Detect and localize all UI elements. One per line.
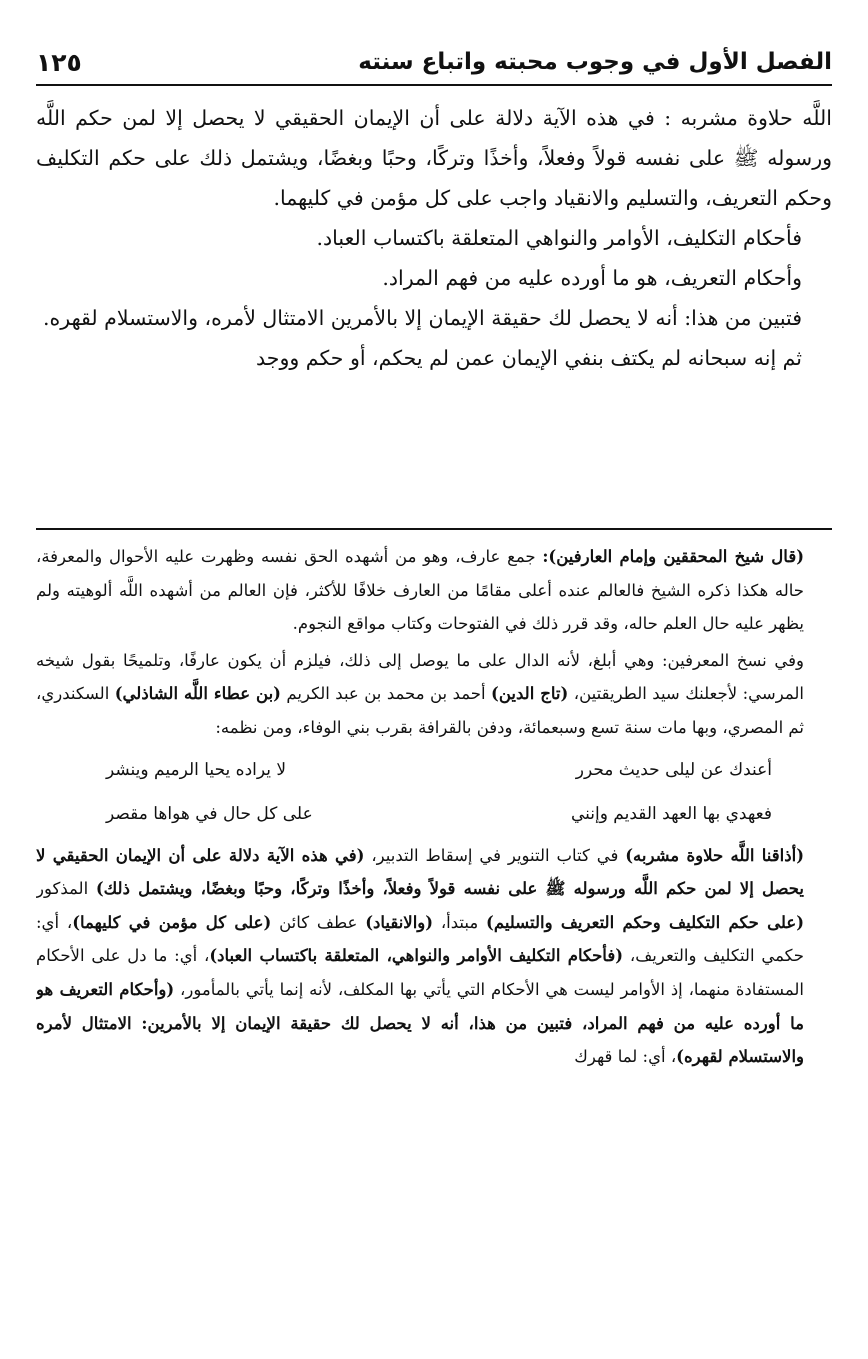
bold-lemma: (بن عطاء اللَّه الشاذلي)	[114, 684, 281, 704]
commentary-paragraph	[36, 839, 832, 1074]
main-paragraph: اللَّه حلاوة مشربه : في هذه الآية دلالة على أن الإيمان الحقيقي لا يحصل إلا لمن حكم اللَّه ورسوله ﷺ على نفسه قولاً وفعلاً، وأخذًا وتركًا، وحبًا وبغضًا، ويشتمل ذلك على حكم التكليف وحكم التعريف، والتسليم والانقياد واجب على كل مؤمن في كليهما.	[36, 106, 832, 210]
verse-hemistich-first: أعندك عن ليلى حديث محرر	[575, 759, 772, 780]
bold-lemma: (وأحكام التعريف هو ما أورده عليه من فهم المراد، فتبين من هذا، أنه لا يحصل لك حقيقة الإيمان إلا بالأمرين: الامتثال لأمره والاستسلام لقهره)	[36, 979, 804, 1067]
main-paragraph: ثم إنه سبحانه لم يكتف بنفي الإيمان عمن لم يحكم، أو حكم ووجد	[256, 346, 802, 370]
page-number: ١٢٥	[36, 47, 82, 77]
commentary-text: ، أي: لما قهرك	[574, 1047, 677, 1067]
main-paragraph: فأحكام التكليف، الأوامر والنواهي المتعلقة باكتساب العباد.	[316, 226, 802, 250]
commentary-text: ، أي: حكمي التكليف والتعريف،	[36, 912, 804, 966]
bold-lemma: (على حكم التكليف وحكم التعريف والتسليم)	[486, 912, 805, 932]
commentary-text: جمع عارف، وهو من أشهده الحق نفسه وظهرت عليه الأحوال والمعرفة، حاله هكذا ذكره الشيخ فالعالم عنده أعلى مقامًا من العارف خلافًا للأكثر، فإن العالم من أشهده اللَّه ألوهيته ولم يظهر عليه حال العلم حاله، وقد قرر ذلك في الفتوحات وكتاب مواقع النجوم.	[36, 547, 804, 634]
running-header	[36, 40, 832, 86]
main-paragraph: وأحكام التعريف، هو ما أورده عليه من فهم المراد.	[382, 266, 802, 290]
verse-hemistich-second: على كل حال في هواها مقصر	[106, 803, 313, 824]
commentary-text: في كتاب التنوير في إسقاط التدبير،	[364, 845, 626, 865]
commentary-text: ، أي: ما دل على الأحكام المستفادة منهما، إذ الأوامر ليست هي الأحكام التي يأتي بها المكلف، لأنه إنما يأتي بالمأمور،	[36, 946, 804, 999]
commentary-block	[36, 540, 832, 1330]
chapter-title: الفصل الأول في وجوب محبته واتباع سنته	[358, 49, 832, 75]
verse-line	[36, 795, 832, 833]
bold-lemma: (فأحكام التكليف الأوامر والنواهي، المتعلقة باكتساب العباد)	[209, 946, 624, 966]
commentary-text: المذكور	[36, 879, 96, 899]
commentary-paragraph	[36, 540, 832, 641]
bold-lemma: (قال شيخ المحققين وإمام العارفين):	[542, 547, 805, 566]
commentary-text: أحمد بن محمد بن عبد الكريم	[280, 684, 492, 704]
bold-lemma: (والانقياد)	[365, 912, 434, 932]
bold-lemma: (في هذه الآية دلالة على أن الإيمان الحقيقي لا يحصل إلا لمن حكم اللَّه ورسوله ﷺ على نفسه قولاً وفعلاً، وأخذًا وتركًا، وحبًا وبغضًا، ويشتمل ذلك)	[36, 845, 804, 899]
footnote-separator	[36, 528, 832, 530]
commentary-text: عطف كائن	[271, 912, 366, 932]
main-text-block	[36, 98, 832, 513]
main-paragraph: فتبين من هذا: أنه لا يحصل لك حقيقة الإيمان إلا بالأمرين الامتثال لأمره، والاستسلام لقهره.	[43, 306, 802, 330]
verse-hemistich-second: لا يراده يحيا الرميم وينشر	[106, 759, 287, 780]
bold-lemma: (أذاقنا اللَّه حلاوة مشربه)	[625, 845, 804, 865]
verse-hemistich-first: فعهدي بها العهد القديم وإنني	[570, 803, 772, 824]
commentary-paragraph	[36, 644, 832, 745]
bold-lemma: (على كل مؤمن في كليهما)	[72, 912, 272, 932]
verse-line	[36, 751, 832, 789]
commentary-text: وفي نسخ المعرفين: وهي أبلغ، لأنه الدال على ما يوصل إلى ذلك، فيلزم أن يكون عارفًا، وتلميحًا بقول شيخه المرسي: لأجعلنك سيد الطريقتين،	[36, 650, 804, 704]
commentary-text: مبتدأ،	[433, 912, 487, 932]
commentary-text: السكندري، ثم المصري، وبها مات سنة تسع وسبعمائة، ودفن بالقرافة بقرب بني الوفاء، ومن نظمه:	[36, 684, 804, 737]
bold-lemma: (تاج الدين)	[491, 684, 569, 704]
